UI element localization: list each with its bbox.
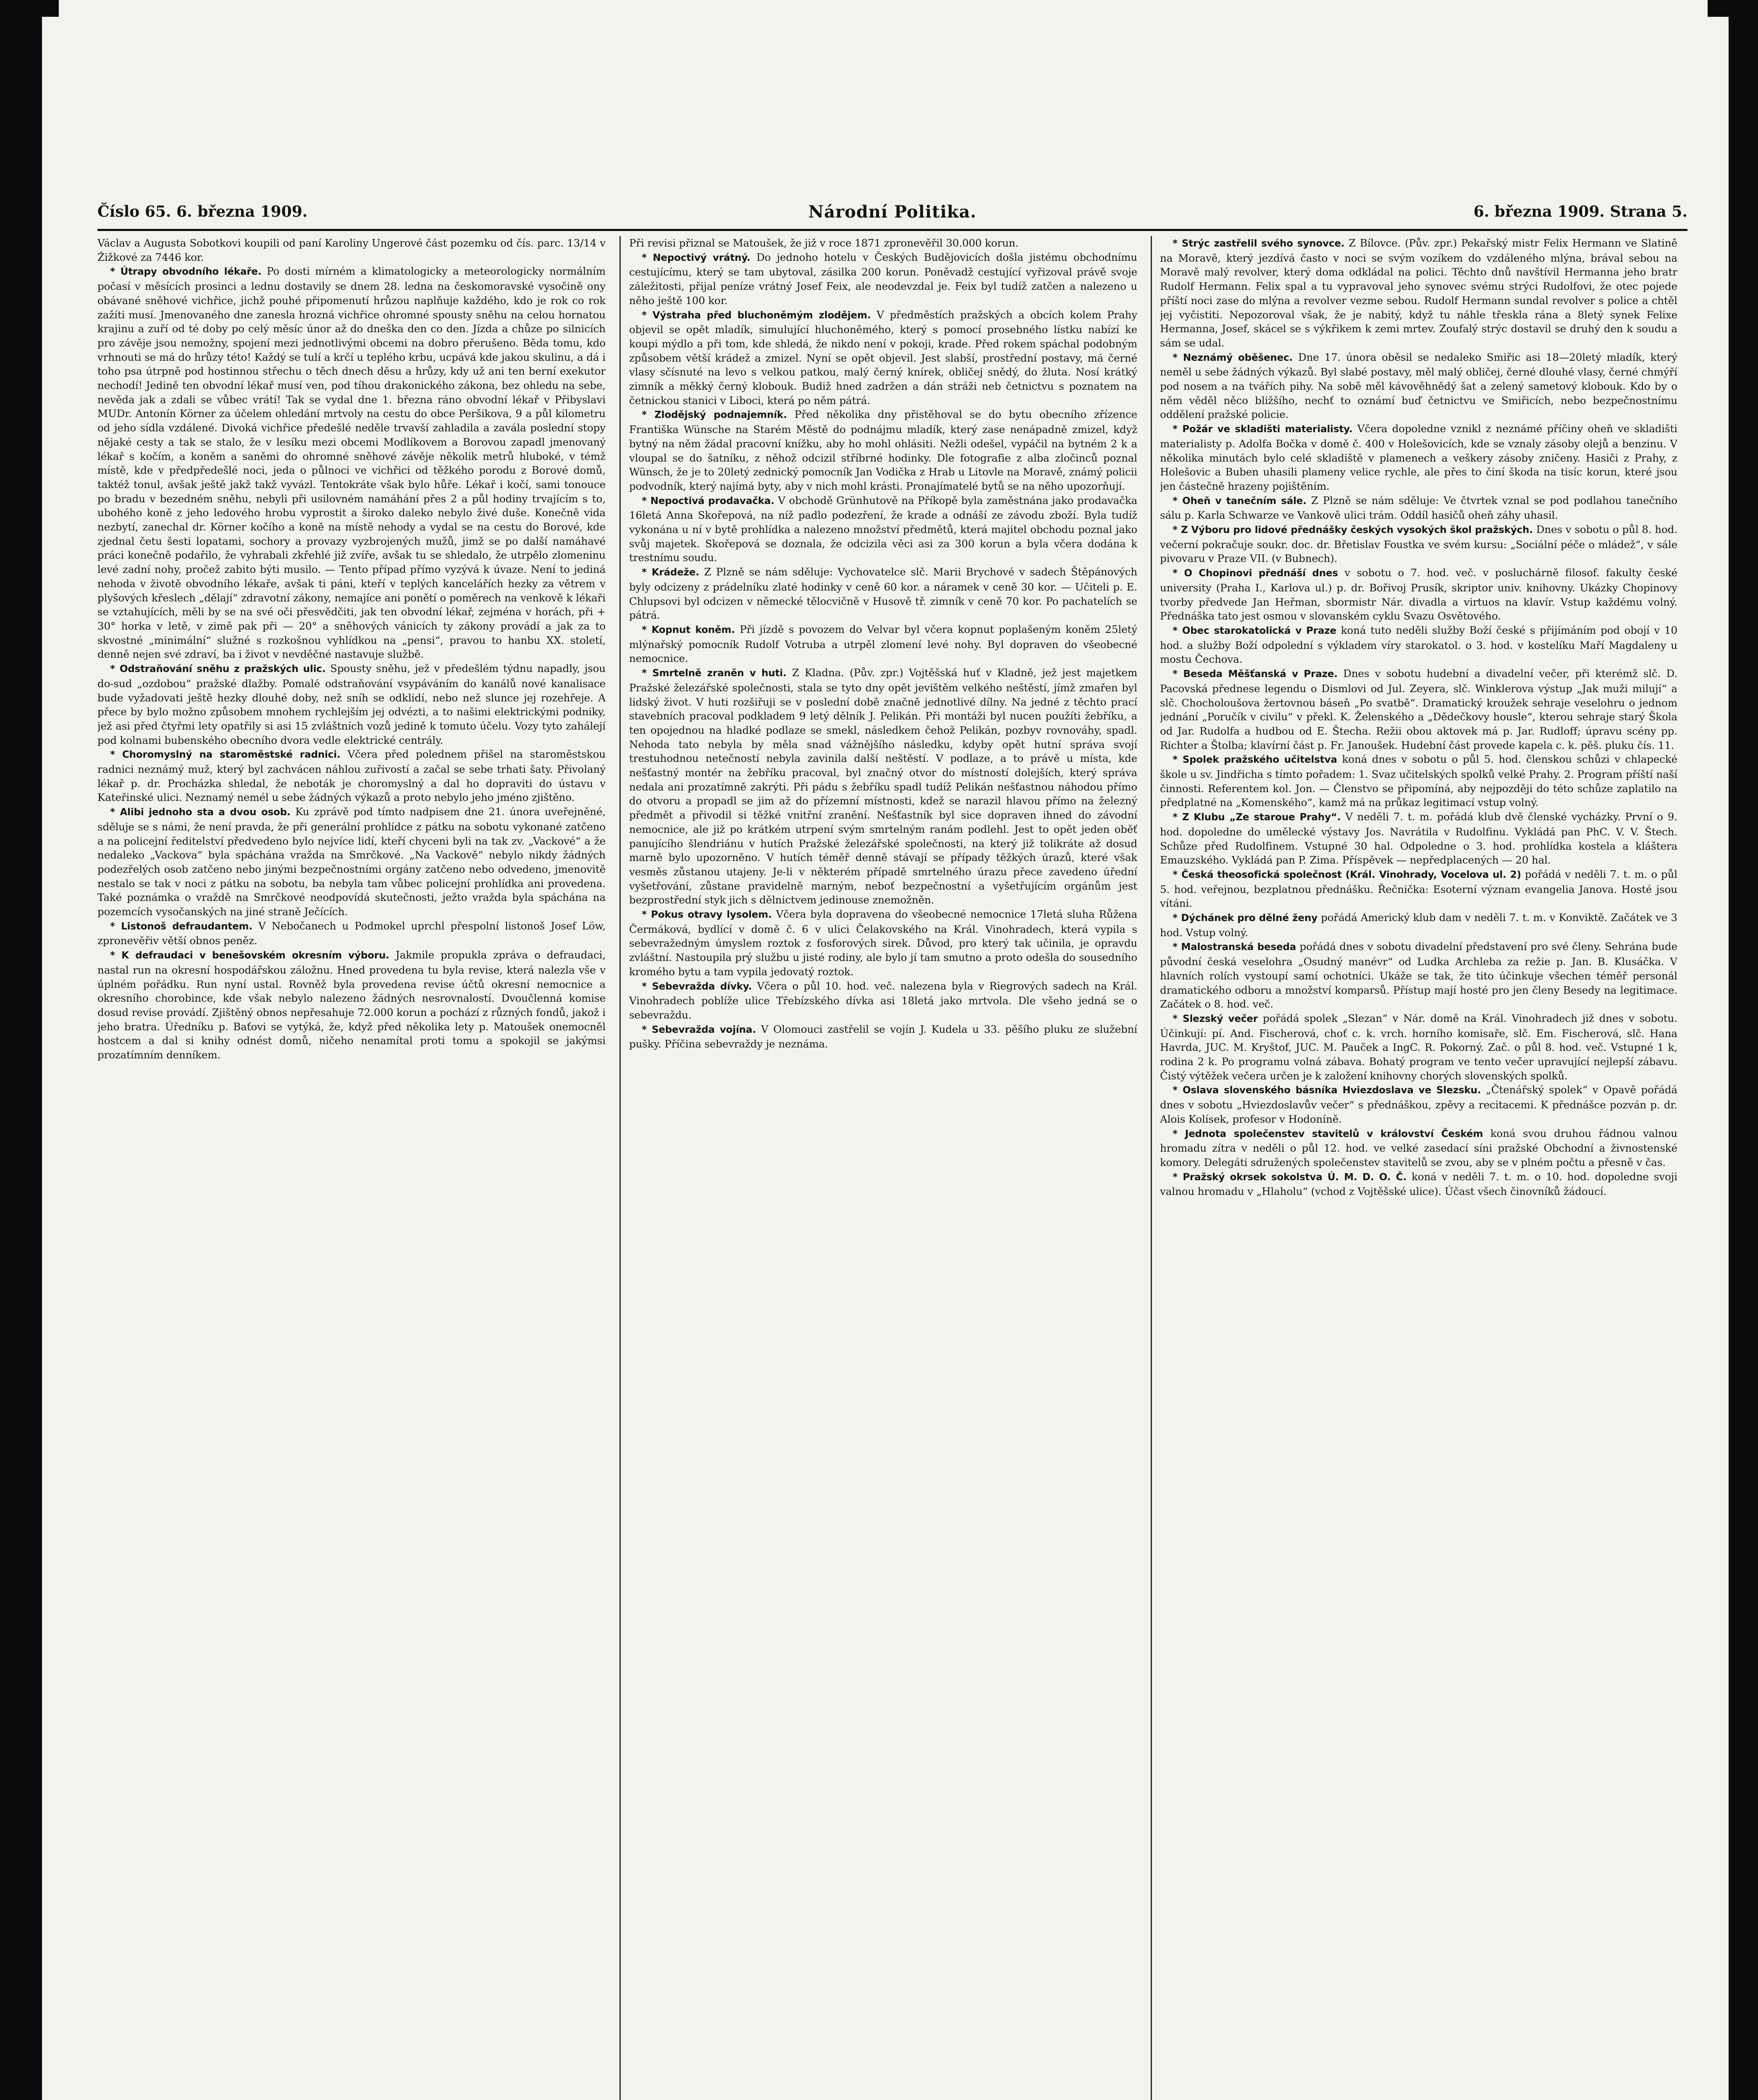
news-item-text: V Olomouci zastřelil se vojín J. Kudela u 33. pěšího pluku ze služební pušky. Příčina sebevraždy je neznáma. — [629, 1023, 1137, 1050]
column-divider — [1151, 236, 1152, 2100]
news-item — [629, 979, 1137, 1022]
news-item — [629, 250, 1137, 308]
news-item-text: pořádá Americký klub dam v neděli 7. t. m. v Konviktě. Začátek ve 3 hod. Vstup volný. — [1160, 911, 1677, 939]
news-item-heading: * Neznámý oběšenec. — [1173, 352, 1293, 363]
news-item-heading: * O Chopinovi přednáší dnes — [1173, 568, 1338, 579]
scan-right-border — [1729, 0, 1758, 2100]
news-item — [1160, 422, 1677, 494]
scan-corner — [1708, 0, 1729, 17]
news-item-heading: * Oslava slovenského básníka Hviezdoslava ve Slezsku. — [1173, 1085, 1481, 1096]
news-item-text: Z Kladna. (Pův. zpr.) Vojtěšská huť v Kladně, jež jest majetkem Pražské železářské společnosti, stala se tyto dny opět jevištěm velkého neštěstí, jímž zmařen byl lidský život. V huti rozšiřuji se v poslední době značně jednotlivé dílny. Na jedné z těchto prací stavebních pracoval podkladem 9 letý dělník J. Pelikán. Při montáži byl nucen použíti žebříku, a ten opojednou na hladké podlaze se smekl, následkem čehož Pelikán, pozbyv rovnováhy, spadl. Nehoda tato nebyla by měla snad vážnějšího následku, kdyby opět hutní správa svojí trestuhodnou netečností nebyla zavinila další neštěstí. V podlaze, a to právě u místa, kde nešťastný montér na žebříku pracoval, byl značný otvor do místností dolejších, který správa nedala ani prozatímně zakrýti. Při pádu s žebříku spadl tudíž Pelikán nešťastnou náhodou přímo do otvoru a propadl se jim až do přízemní místnosti, kdež se narazil hlavou přímo na železný předmět a přivodil si těžké vnitřní zranění. Nešťastník byl sice dopraven ihned do závodní nemocnice, ale již po krátkém utrpení svým smrtelným ranám podlehl. Jest to opět jeden oběť panujícího šlendriánu v hutích Pražské železářské společnosti, na který již tolikráte až dosud marně bylo upozorněno. V hutích téměř denně stávají se případy těžkých úrazů, které však vesměs zůstanou utajeny. Je-li v některém případě smrtelného úrazu přece zavedeno úřední vyšetřování, zůstane pravidelně marným, neboť bezpečnostní a vyšetřujícím orgánům jest bezprostřední styk jich s dělnictvem jedinouse znemožněn. — [629, 667, 1137, 906]
news-item-text: Dnes v sobotu hudební a divadelní večer, při kterémž slč. D. Pacovská přednese legendu o Dismlovi od Jul. Zeyera, slč. Winklerova výstup „Jak muži milují“ a slč. Chocholoušova žertovnou báseň „Po svatbě“. Dramatický kroužek sehraje veselohru o jednom jednání „Poručík v civilu“ v překl. K. Želenského a „Dědečkovy housle“, kterou sehraje starý Škola od Jar. Rudolfa a hudbou od E. Štecha. Režii obou aktovek má p. Jar. Rudloff; úpravu scény pp. Richter a Štolba; klavírní část p. Fr. Janoušek. Hudební část provede kapela c. k. pěš. pluku čís. 11. — [1160, 667, 1677, 751]
news-item-heading: * Smrtelně zraněn v huti. — [642, 668, 787, 679]
news-item-text: V Nebočanech u Podmokel uprchl přespolní listonoš Josef Löw, zpronevěřiv větší obnos peněz. — [97, 919, 606, 947]
news-item — [1160, 566, 1677, 623]
news-item-text: Z Bílovce. (Pův. zpr.) Pekařský mistr Felix Hermann ve Slatině na Moravě, který jezdívá často v noci se svým vozíkem do vzdáleného mlýna, brával sebou na Moravě malý revolver, který doma odkládal na polici. Těchto dnů navštívil Hermanna jeho bratr Rudolf Hermann. Felix spal a tu vypravoval jeho synovec svému strýci Rudolfovi, že otec pojede příští noci zase do mlýna a revolver vezme sebou. Rudolf Hermann sundal revolver s police a chtěl jej vyčistiti. Nepozoroval však, že je nabitý, když tu náhle třeskla rána a 8letý synek Felixe Hermanna, Josef, skácel se s výkřikem k zemi mrtev. Zoufalý strýc dostavil se druhý den k soudu a sám se udal. — [1160, 237, 1677, 349]
news-item-text: Dne 17. února oběsil se nedaleko Smiřic asi 18—20letý mladík, který neměl u sebe žádných výkazů. Byl slabé postavy, měl malý obličej, černé dlouhé vlasy, černé chmýří pod nosem a na tvářích pihy. Na sobě měl kávověhnědý šat a zelený sametový klobouk. Kdo by o něm věděl něco bližšího, nechť to oznámí buď četnictvu ve Smiřicích, nebo bezpečnostnímu oddělení pražské policie. — [1160, 351, 1677, 421]
news-item — [1160, 1126, 1677, 1170]
masthead: Národní Politika. — [808, 202, 977, 222]
news-item-heading: * Dýchánek pro dělné ženy — [1173, 913, 1318, 924]
news-item-heading: * Pokus otravy lysolem. — [642, 909, 772, 921]
news-item-heading: * Listonoš defraudantem. — [110, 921, 253, 932]
news-item — [629, 907, 1137, 979]
news-item-text: v sobotu o 7. hod. več. v posluchárně filosof. fakulty české university (Praha I., Karlova ul.) p. dr. Bořivoj Prusík, skriptor univ. knihovny. Ukázky Chopinovy tvorby předvede Jan Heřman, sbormistr Nár. divadla a virtuos na klavír. Vstup každému volný. Přednáška tato jest osmou v slovanském cyklu Svazu Osvětového. — [1160, 567, 1677, 622]
news-item-heading: * Beseda Měšťanská v Praze. — [1173, 669, 1338, 680]
scan-corner — [42, 0, 59, 17]
news-item — [629, 236, 1137, 250]
issue-number: Číslo 65. 6. března 1909. — [97, 203, 308, 220]
page-header — [97, 203, 1687, 228]
news-item-heading: * Jednota společenstev stavitelů v království Českém — [1173, 1128, 1483, 1139]
news-item — [97, 236, 606, 264]
news-item — [629, 308, 1137, 408]
news-item-heading: * Obec starokatolická v Praze — [1173, 625, 1337, 636]
column-divider — [619, 236, 621, 2100]
news-item-heading: * Nepoctivá prodavačka. — [642, 495, 774, 507]
news-item — [629, 565, 1137, 622]
column-2 — [629, 236, 1137, 2100]
news-item — [1160, 940, 1677, 1011]
news-item-heading: * Sebevražda dívky. — [642, 981, 752, 992]
news-item-text: Dnes v sobotu o půl 8. hod. večerní pokračuje soukr. doc. dr. Břetislav Foustka ve svém kursu: „Sociální péče o mládež“, v sále pivovaru v Praze VII. (v Bubnech). — [1160, 523, 1677, 565]
scan-left-border — [0, 0, 42, 2100]
news-item-text: Ku zprávě pod tímto nadpisem dne 21. února uveřejněné, sděluje se s námi, že není pravda, že při generální prohlídce z pátku na sobotu vykonané zatčeno a na policejní ředitelství předvedeno bylo nejvíce lidí, kteří chyceni byli na tak zv. „Vackové“ a že nedaleko „Vackova“ byla spáchána vražda na Smrčkové. „Na Vackově“ nebylo nikdy žádných podezřelých osob zatčeno nebo jinými bezpečnostními orgány zatčeno nebo odvedeno, jmenovitě nestalo se tak v noci z pátku na sobotu, ba nebyla tam vůbec policejní prohlídka ani provedena. Také poznámka o vraždě na Smrčkové neodpovídá skutečnosti, ježto vražda byla spáchána na pozemcích vysočanských na jiné straně Ječících. — [97, 806, 606, 918]
news-item — [97, 662, 606, 747]
news-item-heading: * Z Výboru pro lidové přednášky českých vysokých škol pražských. — [1173, 525, 1533, 536]
news-item — [1160, 1083, 1677, 1126]
news-item — [1160, 1011, 1677, 1083]
news-item-heading: * Požár ve skladišti materialisty. — [1173, 424, 1353, 435]
news-item-text: Včera byla dopravena do všeobecné nemocnice 17letá sluha Růžena Čermáková, bydlící v domě č. 6 v ulici Čelakovského na Král. Vinohradech, která vypila s sebevražedným úmyslem roztok z fosforových sirek. Důvod, pro který tak učinila, je opravdu zvláštní. Nastoupila prý službu u jisté rodiny, ale bylo jí tam smutno a proto odešla do sousedního kromého bytu a tam vypila jedovatý roztok. — [629, 908, 1137, 978]
news-item-text: pořádá v neděli 7. t. m. o půl 5. hod. veřejnou, bezplatnou přednášku. Řečnička: Esoterní význam evangelia Janova. Hosté jsou vítáni. — [1160, 868, 1677, 910]
news-item — [1160, 494, 1677, 522]
news-item-text: Jakmile propukla zpráva o defraudaci, nastal run na okresní hospodářskou záložnu. Hned provedena tu byla revise, která nalezla vše v úplném pořádku. Run nyní ustal. Rovněž byla provedena revise účtů okresní nemocnice a okresního chorobince, kde však nebylo nalezeno žádných nesrovnalostí. Dvoučlenná komise dosud revise provádí. Zjištěný obnos nepřesahuje 72.000 korun a pochází z různých fondů, jakož i jeho bratra. Úředníku p. Baťovi se vytýká, že, když před několika lety p. Matoušek onemocněl hostcem a dal si knihy odnést domů, ničeho nenamítal proti tomu a spokojil se jakýmsi prozatímním denníkem. — [97, 949, 606, 1061]
news-item — [97, 747, 606, 805]
news-item — [1160, 623, 1677, 667]
news-item-heading: * Malostranská beseda — [1173, 942, 1296, 953]
news-item — [1160, 867, 1677, 911]
news-item-text: koná svou druhou řádnou valnou hromadu zítra v neděli o půl 12. hod. ve velké zasedací síni pražské Obchodní a živnostenské komory. Delegáti sdružených společenstev stavitelů se zvou, aby se v plném počtu a přesně v čas. — [1160, 1127, 1677, 1168]
news-item-heading: * Útrapy obvodního lékaře. — [110, 266, 262, 278]
news-item-text: Spousty sněhu, jež v předešlém týdnu napadly, jsou do-sud „ozdobou“ pražské dlažby. Pomalé odstraňování vsypáváním do kanálů nové kanalisace bude vyžadovati ještě hezky dlouhé doby, než sníh se odklidí, nebo než slunce jej rozehřeje. A přece by bylo možno způsobem mnohem rychlejším jej odvézti, a to našimi elektrickými podniky, jež asi před čtyřmi lety opatřily si asi 15 zvláštních vozů jedině k tomuto účelu. Vozy tyto zahálejí pod kolnami bubenského obecního dvora vedle elektrické centrály. — [97, 662, 606, 746]
news-item-heading: * Nepoctivý vrátný. — [642, 252, 750, 263]
news-item-text: V předměstích pražských a obcích kolem Prahy objevil se opět mladík, simulující hluchoněmého, který s pomocí prosebného lístku nabízí ke koupi mýdlo a při tom, kde shledá, že nikdo není v pokoji, krade. Před rokem spáchal podobným způsobem větší krádež a zmizel. Nyní se opět objevil. Jest slabší, prostřední postavy, má černé vlasy sčísnuté na levo s velkou patkou, malý černý knírek, obličej snědý, do žluta. Nosí krátký zimník a měkký černý klobouk. Budiž hned zadržen a dán stráži neb četnictvu s poznatem na četnickou stanici v Liboci, která po něm pátrá. — [629, 308, 1137, 407]
news-item-heading: * Kopnut koněm. — [642, 624, 735, 635]
news-item-heading: * Sebevražda vojína. — [642, 1024, 756, 1035]
header-rule — [97, 229, 1687, 231]
news-item-text: Z Plzně se nám sděluje: Vychovatelce slč. Marii Brychové v sadech Štěpánových byly odcizeny z prádelníku zlaté hodinky v ceně 60 kor. a náramek v ceně 30 kor. — Učiteli p. E. Chlupsovi byl odcizen v německé tělocvičně v Husově tř. zimník v ceně 70 kor. Po pachatelích se pátrá. — [629, 566, 1137, 622]
news-item — [629, 407, 1137, 493]
news-item — [97, 948, 606, 1062]
news-item — [629, 666, 1137, 907]
column-1 — [97, 236, 606, 2100]
news-item-text: „Čtenářský spolek“ v Opavě pořádá dnes v sobotu „Hviezdoslavův večer“ s přednáškou, zpěvy a recitacemi. K přednášce pozván p. dr. Alois Kolísek, profesor v Hodoníně. — [1160, 1084, 1677, 1125]
news-item — [1160, 522, 1677, 566]
news-item-heading: * Oheň v tanečním sále. — [1173, 495, 1307, 507]
news-item-heading: * Odstraňování sněhu z pražských ulic. — [110, 664, 326, 675]
news-item-text: pořádá spolek „Slezan“ v Nár. domě na Král. Vinohradech již dnes v sobotu. Účinkují: pí. And. Fischerová, choť c. k. vrch. horního komisaře, slč. Em. Fischerová, slč. Hana Havrda, JUC. M. Kryštof, JUC. M. Pauček a IngC. R. Pokorný. Zač. o půl 8. hod. več. Vstupné 1 k, rodina 2 k. Po programu volná zábava. Bohatý program ve tento večer upravující nejlepší zábavu. Čistý výtěžek večera určen je k založení knihovny chorých slovenských spolků. — [1160, 1012, 1677, 1082]
news-item — [629, 494, 1137, 565]
news-item — [1160, 810, 1677, 867]
news-item-text: Václav a Augusta Sobotkovi koupili od paní Karoliny Ungerové část pozemku od čís. parc. 13/14 v Žižkové za 7446 kor. — [97, 237, 606, 263]
news-item-text: Do jednoho hotelu v Českých Budějovicích došla jistému obchodnímu cestujícímu, který se tam ubytoval, zásilka 200 korun. Poněvadž cestující vyřizoval právě svoje záležitosti, přijal peníze vrátný Josef Feix, ale neodevzdal je. Feix byl tudíž zatčen a nalezeno u něho ještě 100 kor. — [629, 251, 1137, 307]
news-item-text: Včera dopoledne vznikl z neznámé příčiny oheň ve skladišti materialisty p. Adolfa Bočka v domě č. 400 v Holešovicích, kde se vznaly zásoby olejů a benzinu. V několika minutách bylo celé skladiště v plamenech a veškery zásoby zničeny. Hasiči z Prahy, z Holešovic a Buben uhasili plameny velice rychle, ale přes to činí škoda na tisíc korun, které jsou jen částečně hrazeny pojištěním. — [1160, 423, 1677, 492]
news-item-heading: * Česká theosofická společnost (Král. Vinohrady, Vocelova ul. 2) — [1173, 869, 1522, 880]
news-item — [1160, 236, 1677, 350]
news-item — [1160, 1170, 1677, 1199]
column-3 — [1160, 236, 1677, 2100]
news-item-text: koná dnes v sobotu o půl 5. hod. členskou schůzi v chlapecké škole u sv. Jindřicha s tímto pořadem: 1. Svaz učitelských spolků velké Prahy. 2. Program příští naší činnosti. Referentem kol. Jon. — Členstvo se připomíná, aby nejpozději do této schůze zaplatilo na předplatné na „Komenského“, kamž má na průkaz legitimací vstup volný. — [1160, 753, 1677, 809]
news-item-text: Včera o půl 10. hod. več. nalezena byla v Riegrových sadech na Král. Vinohradech poblíže ulice Třebízského dívka asi 18letá jako mrtvola. Dle všeho jedná se o sebevraždu. — [629, 979, 1137, 1021]
news-item-heading: * Strýc zastřelil svého synovce. — [1173, 238, 1345, 249]
news-item-heading: * Pražský okrsek sokolstva Ú. M. D. O. Č. — [1173, 1171, 1407, 1183]
news-item-text: koná v neděli 7. t. m. o 10. hod. dopoledne svoji valnou hromadu v „Hlaholu“ (vchod z Vojtěšské ulice). Účast všech činovníků žádoucí. — [1160, 1170, 1677, 1198]
news-item — [1160, 752, 1677, 810]
news-item-text: V neděli 7. t. m. pořádá klub dvě členské vycházky. První o 9. hod. dopoledne do umělecké výstavy Jos. Navrátila v Rudolfinu. Vykládá pan PhC. V. V. Štech. Schůze před Rudolfinem. Vstupné 30 hal. Odpoledne o 3. hod. prohlídka kostela a kláštera Emauzského. Vykládá pan P. Zima. Příspěvek — nepředplacených — 20 hal. — [1160, 811, 1677, 866]
news-item-text: pořádá dnes v sobotu divadelní představení pro své členy. Sehrána bude původní česká veselohra „Osudný manévr“ od Ludka Archleba za režie p. Jan. B. Klusáčka. V hlavních rolích vystoupí samí ochotníci. Ukáže se tak, že tito účinkuje všechen téměř personál dramatického odboru a množství komparsů. Přístup mají hosté pro jen členy Besedy na legitimace. Začátek o 8. hod. več. — [1160, 940, 1677, 1011]
news-item-heading: * Krádeže. — [642, 567, 699, 578]
news-item-heading: * Zlodějský podnajemník. — [642, 410, 787, 421]
news-item-heading: * Z Klubu „Ze staroue Prahy“. — [1173, 812, 1341, 823]
news-item-heading: * Slezský večer — [1173, 1013, 1258, 1024]
page-date-number: 6. března 1909. Strana 5. — [1473, 203, 1687, 220]
news-item — [97, 805, 606, 919]
news-item-text: Před několika dny přistěhoval se do bytu obecního zřízence Františka Wünsche na Starém Městě do podnájmu mladík, který zase nenápadně zmizel, když bytný na něm žádal pracovní knížku, aby ho mohl ohlásiti. Nežli odešel, vypáčil na bytném 2 k a vloupal se do šatníku, z něhož odcizil stříbrné hodinky. Dle fotografie z alba zločinců poznal Wünsch, že je to 20letý zednický pomocník Jan Vodička z Hrab u Litovle na Moravě, známý policii podvodník, který najímá byty, aby v nich mohl krásti. Pronajímatelé bytů se na něho upozorňují. — [629, 408, 1137, 492]
news-item-text: Včera před polednem přišel na staroměstskou radnici neznámý muž, který byl zachvácen náhlou zuřivostí a začal se sebe trhati šaty. Přivolaný lékař p. dr. Procházka shledal, že neboták je choromyslný a dal ho dopraviti do ústavu v Kateřinské ulici. Neznamý nemél u sebe žádných výkazů a proto nebylo jeho jméno zjištěno. — [97, 748, 606, 804]
news-item — [1160, 911, 1677, 940]
news-item-heading: * Výstraha před bluchoněmým zlodějem. — [642, 310, 871, 321]
news-item — [97, 264, 606, 662]
news-item — [1160, 350, 1677, 422]
news-item-heading: * K defraudaci v benešovském okresním výboru. — [110, 950, 389, 961]
news-item — [1160, 667, 1677, 752]
news-item-text: Při jízdě s povozem do Velvar byl včera kopnut poplašeným koněm 25letý mlýnařský pomocník Rudolf Votruba a utrpěl zlomení levé nohy. Byl dopraven do všeobecné nemocnice. — [629, 623, 1137, 665]
news-item-text: V obchodě Grünhutově na Příkopě byla zaměstnána jako prodavačka 16letá Anna Skořepová, na níž padlo podezření, že krade a odnáší ze závodu zboží. Byla tudíž vykonána u ní v bytě prohlídka a nalezeno množství předmětů, která majitel obchodu poznal jako svůj majetek. Skořepová se doznala, že odcizila věci asi za 300 korun a byla včera dodána k trestnímu soudu. — [629, 494, 1137, 564]
news-item-text: Po dosti mírném a klimatologicky a meteorologicky normálním počasí v měsících prosinci a lednu dostavily se dnem 28. ledna na českomoravské vysočině ony obávané sněhové vichřice, jichž pouhé připomenutí hrůzou naplňuje každého, kdo je rok co rok zažíti musí. Jmenovaného dne zanesla hrozná vichřice ohromné spousty sněhu na celou hornatou krajinu a zuří od té doby po celý měsíc únor až do dneška den co den. Jízda a chůze po silnicích pro závěje jsou nemožny, spojení mezi jednotlivými obcemi na dobro přerušeno. Běda tomu, kdo vrhnouti se má do hrůzy této! Každý se tulí a krčí u teplého krbu, ucpává kde jakou skulinu, a dá i toho psa útrpně pod hostinnou střechu o těch dnech děsu a hrůzy, kdy už ani ten berní exekutor nechodí! Jedině ten obvodní lékař musí ven, pod tíhou drakonického zákona, bez ohledu na sebe, nevěda jak a zdali se vůbec vrátí! Tak se vydal dne 1. března ráno obvodní lékař v Přibyslavi MUDr. Antonín Körner za účelem ohledání mrtvoly na cestu do obce Peršikova, 9 a půl kilometru od jeho sídla vzdálené. Divoká vichřice předešlé neděle trvavší zahladila a zavála poslední stopy nějaké cesty a tak se stalo, že v lesíku mezi obcemi Modlíkovem a Borovou zapadl jmenovaný lékař s kočím, a koněm a saněmi do ohromné sněhové závěje několik metrů hluboké, v témž místě, kde v předpředešlé noci, jeda o půlnoci ve vichřici od těžkého porodu z Borové domů, taktéž tonul, avšak ještě jakž takž vyvázl. Tentokráte však bylo hůře. Lékař i kočí, sami tonouce po bradu v bezedném sněhu, nebyli při usilovném namáhání přes 2 a půl hodiny trvajícím s to, ubohého koně z jeho ledového hrobu vyprostit a široko daleko nebylo živé duše. Konečně vida nezbytí, zanechal dr. Körner kočího a koně na místě nehody a vydal se na cestu do Borové, kde zjednal četu šesti lopatami, sochory a provazy vyzbrojených mužů, jimž se po další namáhavé práci konečně podařilo, že vyhrabali zkřehlé již zvíře, avšak tu se shledalo, že utrpělo zlomeninu levé zadní nohy, pročež zabito býti musilo. — Tento případ přímo vyzývá k úvaze. Není to jediná nehoda v životě obvodního lékaře, avšak ti páni, kteří v teplých kancelářích hezky za větrem v plyšových křeslech „dělají“ zdravotní zákony, nemajíce ani ponětí o poměrech na venkově k lékaři se vztahujících, měli by se na své oči přesvědčiti, jak ten obvodní lékař, zejména v horách, při + 30° horka v letě, v zimě pak při — 20° a sněhových vánicích ty zákony provádí a jak za to skvostné „minimální“ služné s rozkošnou vyhlídkou na „pensi“, pravou to hanbu XX. století, denně nejen své zdraví, ba i život v nevděčné nastavuje službě. — [97, 265, 606, 661]
news-item — [629, 622, 1137, 666]
news-item-heading: * Spolek pražského učitelstva — [1173, 754, 1337, 766]
news-item-text: Při revisi přiznal se Matoušek, že již v roce 1871 zpronevěřil 30.000 korun. — [629, 237, 1019, 249]
news-item-text: koná tuto neděli služby Boží české s přijímáním pod obojí v 10 hod. a služby Boží odpolední s výkladem víry starokatol. o 3. hod. v kostelíku Maří Magdaleny u mostu Čechova. — [1160, 624, 1677, 666]
news-item-heading: * Choromyslný na staroměstské radnici. — [110, 749, 341, 761]
news-item — [97, 919, 606, 948]
news-item-text: Z Plzně se nám sděluje: Ve čtvrtek vznal se pod podlahou tanečního sálu p. Karla Schwarze ve Vankově ulici trám. Oddíl hasičů oheň záhy uhasil. — [1160, 494, 1677, 522]
news-item-heading: * Alibi jednoho sta a dvou osob. — [110, 807, 291, 818]
news-item — [629, 1022, 1137, 1051]
